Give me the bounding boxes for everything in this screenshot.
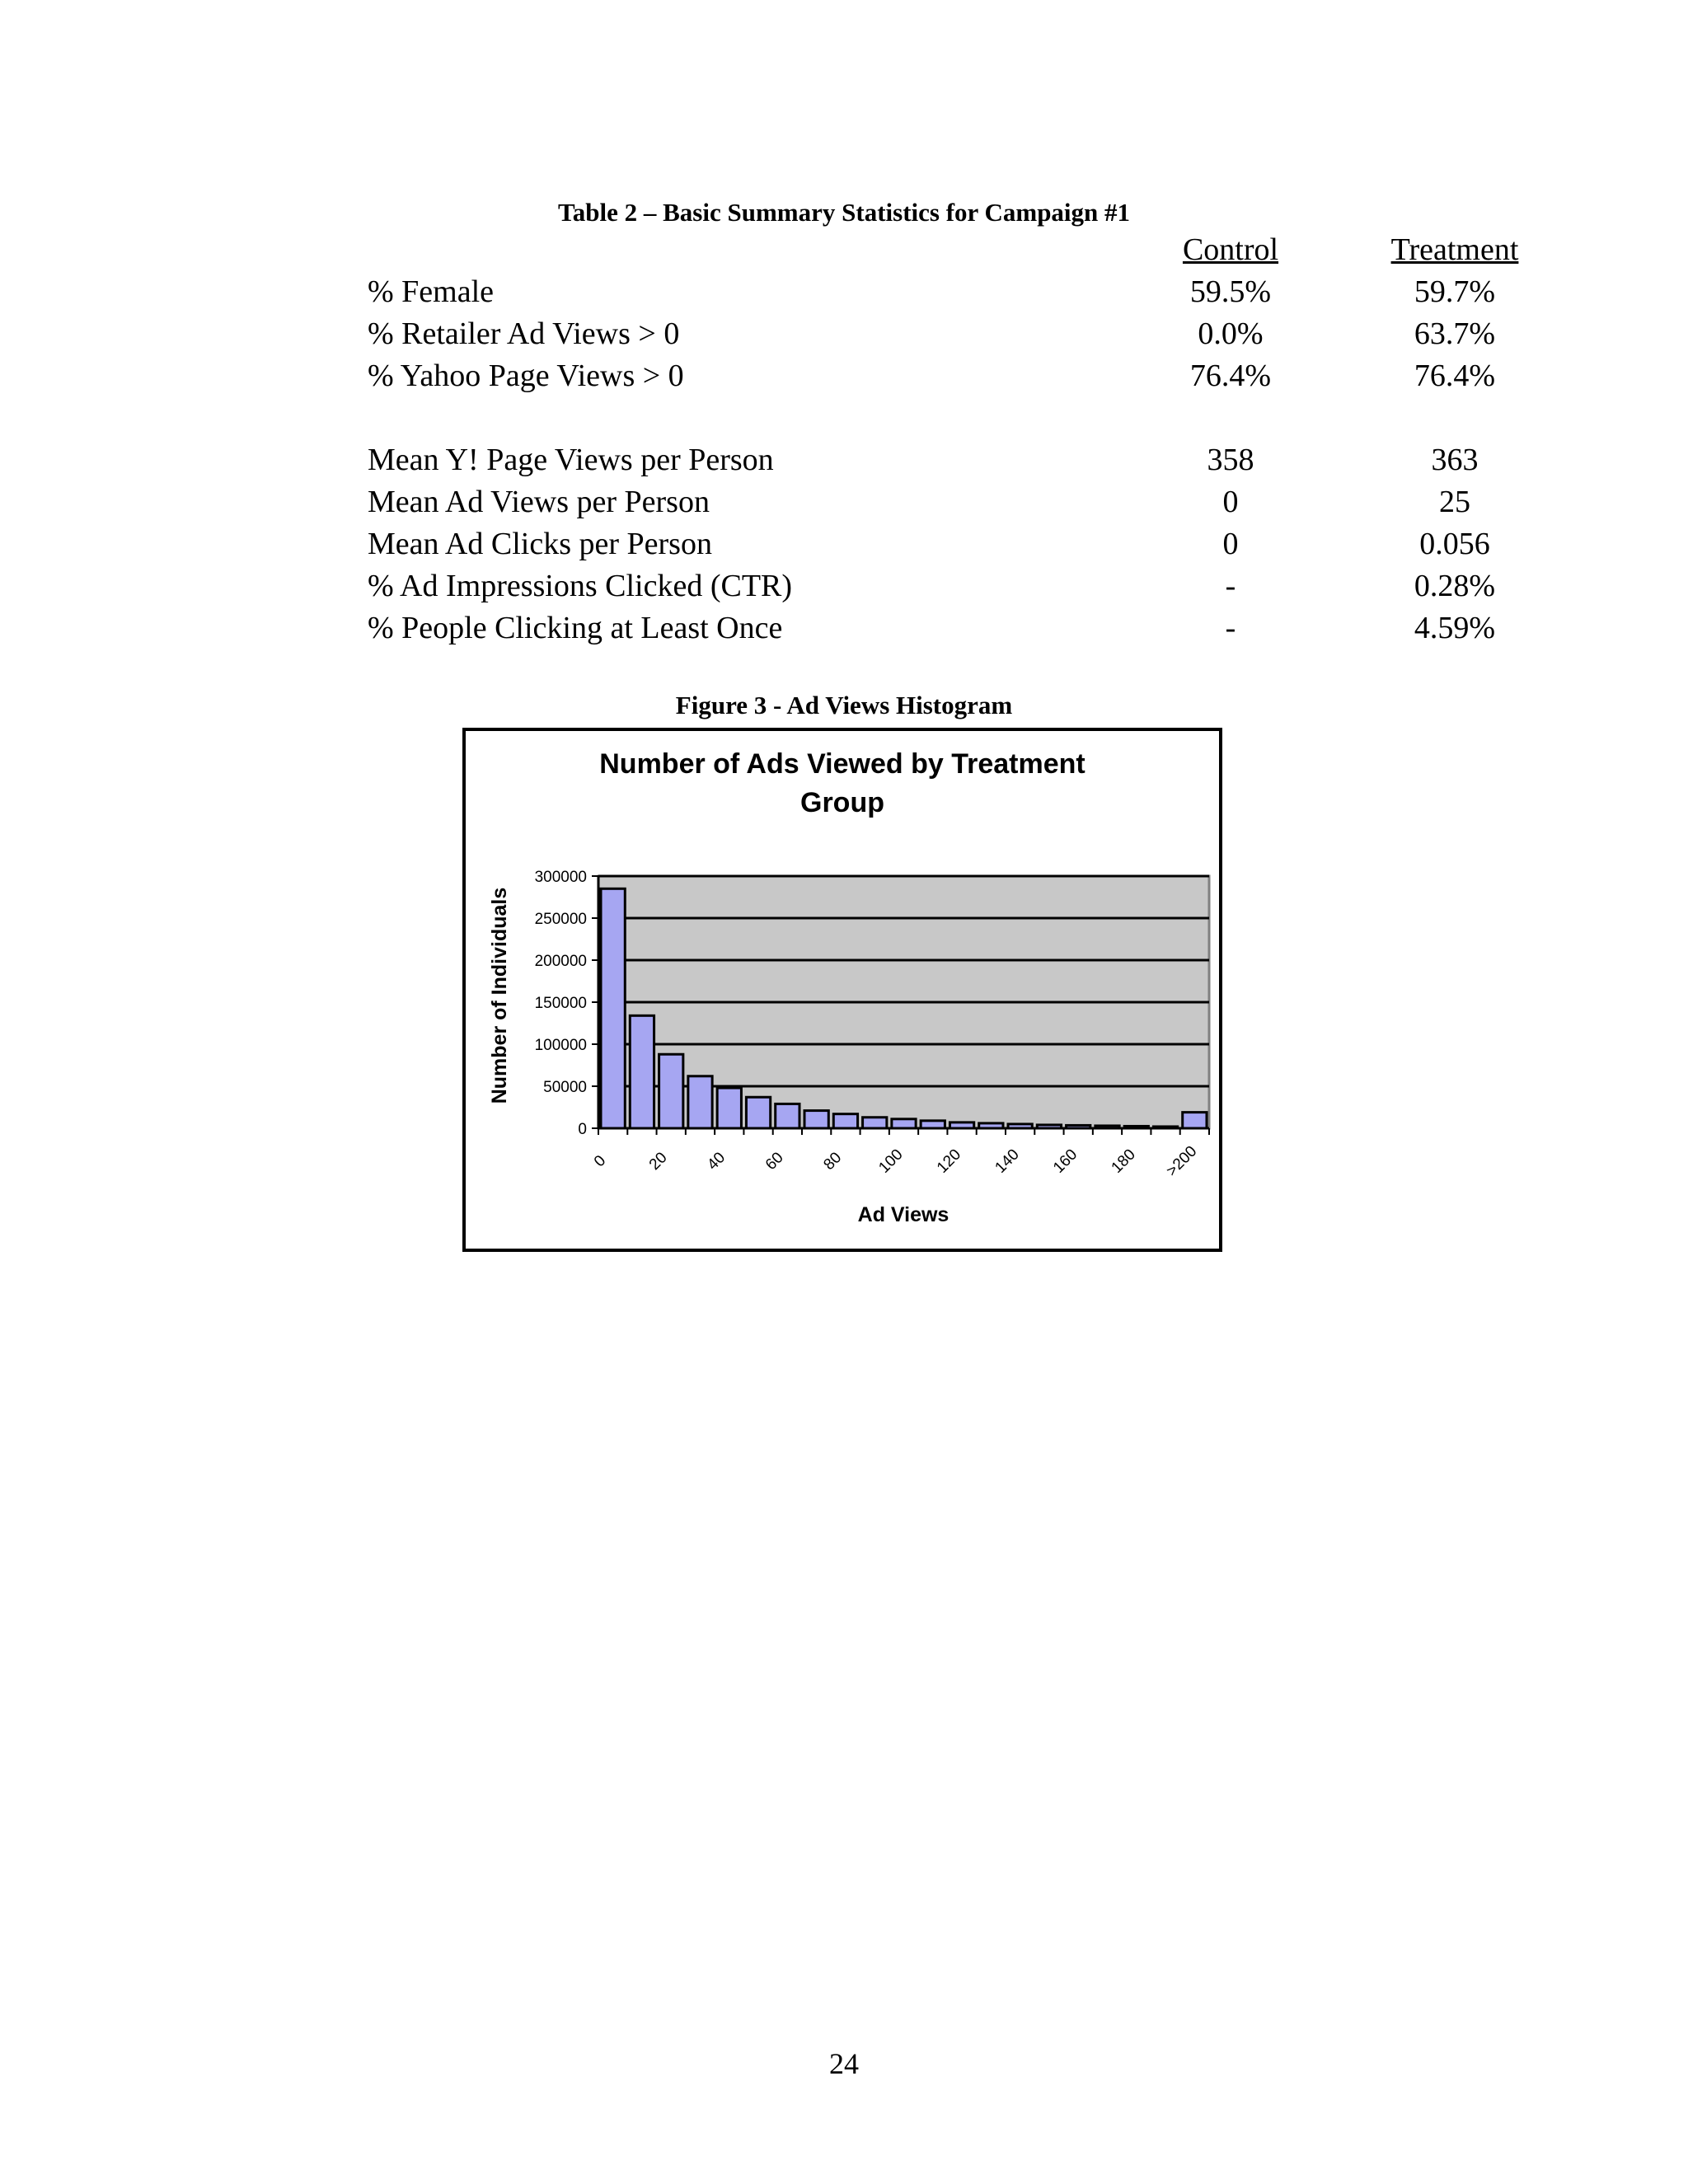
- treatment-value: 25: [1439, 485, 1470, 519]
- page-number: 24: [829, 2047, 859, 2080]
- row-label: Mean Y! Page Views per Person: [368, 443, 774, 477]
- histogram-bar: [1067, 1125, 1090, 1128]
- row-label: % Female: [368, 274, 495, 309]
- control-value: 358: [1207, 443, 1254, 477]
- row-label: % Ad Impressions Clicked (CTR): [368, 569, 793, 603]
- table-row: [368, 271, 1496, 313]
- table-row: [368, 481, 1470, 523]
- histogram-bar: [863, 1118, 887, 1128]
- row-label: % Retailer Ad Views > 0: [368, 316, 680, 351]
- y-tick-label: 250000: [534, 911, 587, 928]
- histogram-bar: [1008, 1124, 1032, 1128]
- summary-statistics-table: [368, 229, 1519, 649]
- y-tick-label: 200000: [534, 953, 587, 970]
- table-row: [368, 355, 1496, 397]
- x-tick-label: 160: [1050, 1146, 1081, 1177]
- x-tick-label: 80: [820, 1149, 846, 1174]
- x-tick-label: 60: [762, 1149, 787, 1174]
- control-value: -: [1225, 611, 1236, 645]
- y-axis-label: Number of Individuals: [488, 887, 511, 1104]
- histogram-bar: [1095, 1126, 1119, 1128]
- histogram-bar: [659, 1054, 683, 1128]
- histogram-bar: [950, 1122, 973, 1128]
- column-header-control: Control: [1182, 232, 1279, 267]
- chart-title-line: Group: [800, 787, 884, 818]
- histogram-bar: [630, 1015, 654, 1128]
- column-header-treatment: Treatment: [1390, 232, 1519, 267]
- x-tick-label: 140: [992, 1146, 1023, 1177]
- histogram-bar: [746, 1097, 770, 1128]
- treatment-value: 76.4%: [1414, 359, 1496, 393]
- y-tick-label: 100000: [534, 1037, 587, 1054]
- x-tick-label: 20: [645, 1149, 671, 1174]
- control-value: 0: [1222, 527, 1239, 561]
- histogram-bar: [979, 1123, 1003, 1128]
- histogram-bar: [804, 1111, 828, 1128]
- x-tick-label: >200: [1163, 1142, 1201, 1180]
- histogram-bar: [601, 888, 625, 1128]
- x-tick-label: 40: [704, 1149, 729, 1174]
- y-tick-label: 150000: [534, 995, 587, 1012]
- row-label: % People Clicking at Least Once: [368, 611, 783, 645]
- histogram-bar: [1124, 1126, 1148, 1128]
- x-tick-label: 100: [875, 1146, 907, 1177]
- chart-title-line: Number of Ads Viewed by Treatment: [599, 748, 1085, 780]
- row-label: Mean Ad Views per Person: [368, 485, 710, 519]
- control-value: -: [1225, 569, 1236, 603]
- x-axis-label: Ad Views: [857, 1203, 950, 1226]
- row-label: % Yahoo Page Views > 0: [368, 359, 684, 393]
- histogram-bar: [776, 1104, 799, 1128]
- treatment-value: 363: [1431, 443, 1479, 477]
- control-value: 59.5%: [1189, 274, 1272, 309]
- table-row: [368, 313, 1496, 355]
- treatment-value: 4.59%: [1414, 611, 1496, 645]
- histogram-bar: [688, 1076, 712, 1128]
- histogram-bar: [833, 1114, 857, 1128]
- treatment-value: 0.056: [1419, 527, 1490, 561]
- control-value: 0.0%: [1198, 316, 1264, 351]
- y-tick-label: 50000: [543, 1079, 587, 1096]
- treatment-value: 59.7%: [1414, 274, 1496, 309]
- table-header-row: [368, 229, 1519, 271]
- y-tick-label: 0: [578, 1121, 587, 1138]
- x-tick-label: 0: [590, 1151, 610, 1171]
- histogram-bar: [1037, 1125, 1061, 1128]
- table-row: [368, 565, 1496, 607]
- histogram-bar: [1153, 1127, 1177, 1128]
- ad-views-histogram: [466, 731, 1219, 1249]
- table-row: [368, 439, 1479, 481]
- control-value: 76.4%: [1189, 359, 1272, 393]
- x-tick-label: 120: [933, 1146, 965, 1177]
- row-label: Mean Ad Clicks per Person: [368, 527, 712, 561]
- histogram-bar: [921, 1121, 945, 1128]
- table-caption: Table 2 – Basic Summary Statistics for Campaign #1: [557, 198, 1131, 227]
- figure-caption: Figure 3 - Ad Views Histogram: [675, 691, 1013, 719]
- treatment-value: 63.7%: [1414, 316, 1496, 351]
- chart-frame: [462, 728, 1222, 1252]
- control-value: 0: [1222, 485, 1239, 519]
- table-row: [368, 523, 1490, 565]
- table-row: [368, 607, 1496, 649]
- y-tick-label: 300000: [534, 869, 587, 886]
- x-tick-label: 180: [1108, 1146, 1139, 1177]
- histogram-bar: [892, 1119, 916, 1128]
- treatment-value: 0.28%: [1414, 569, 1496, 603]
- histogram-bar: [717, 1088, 741, 1128]
- histogram-bar: [1183, 1113, 1207, 1128]
